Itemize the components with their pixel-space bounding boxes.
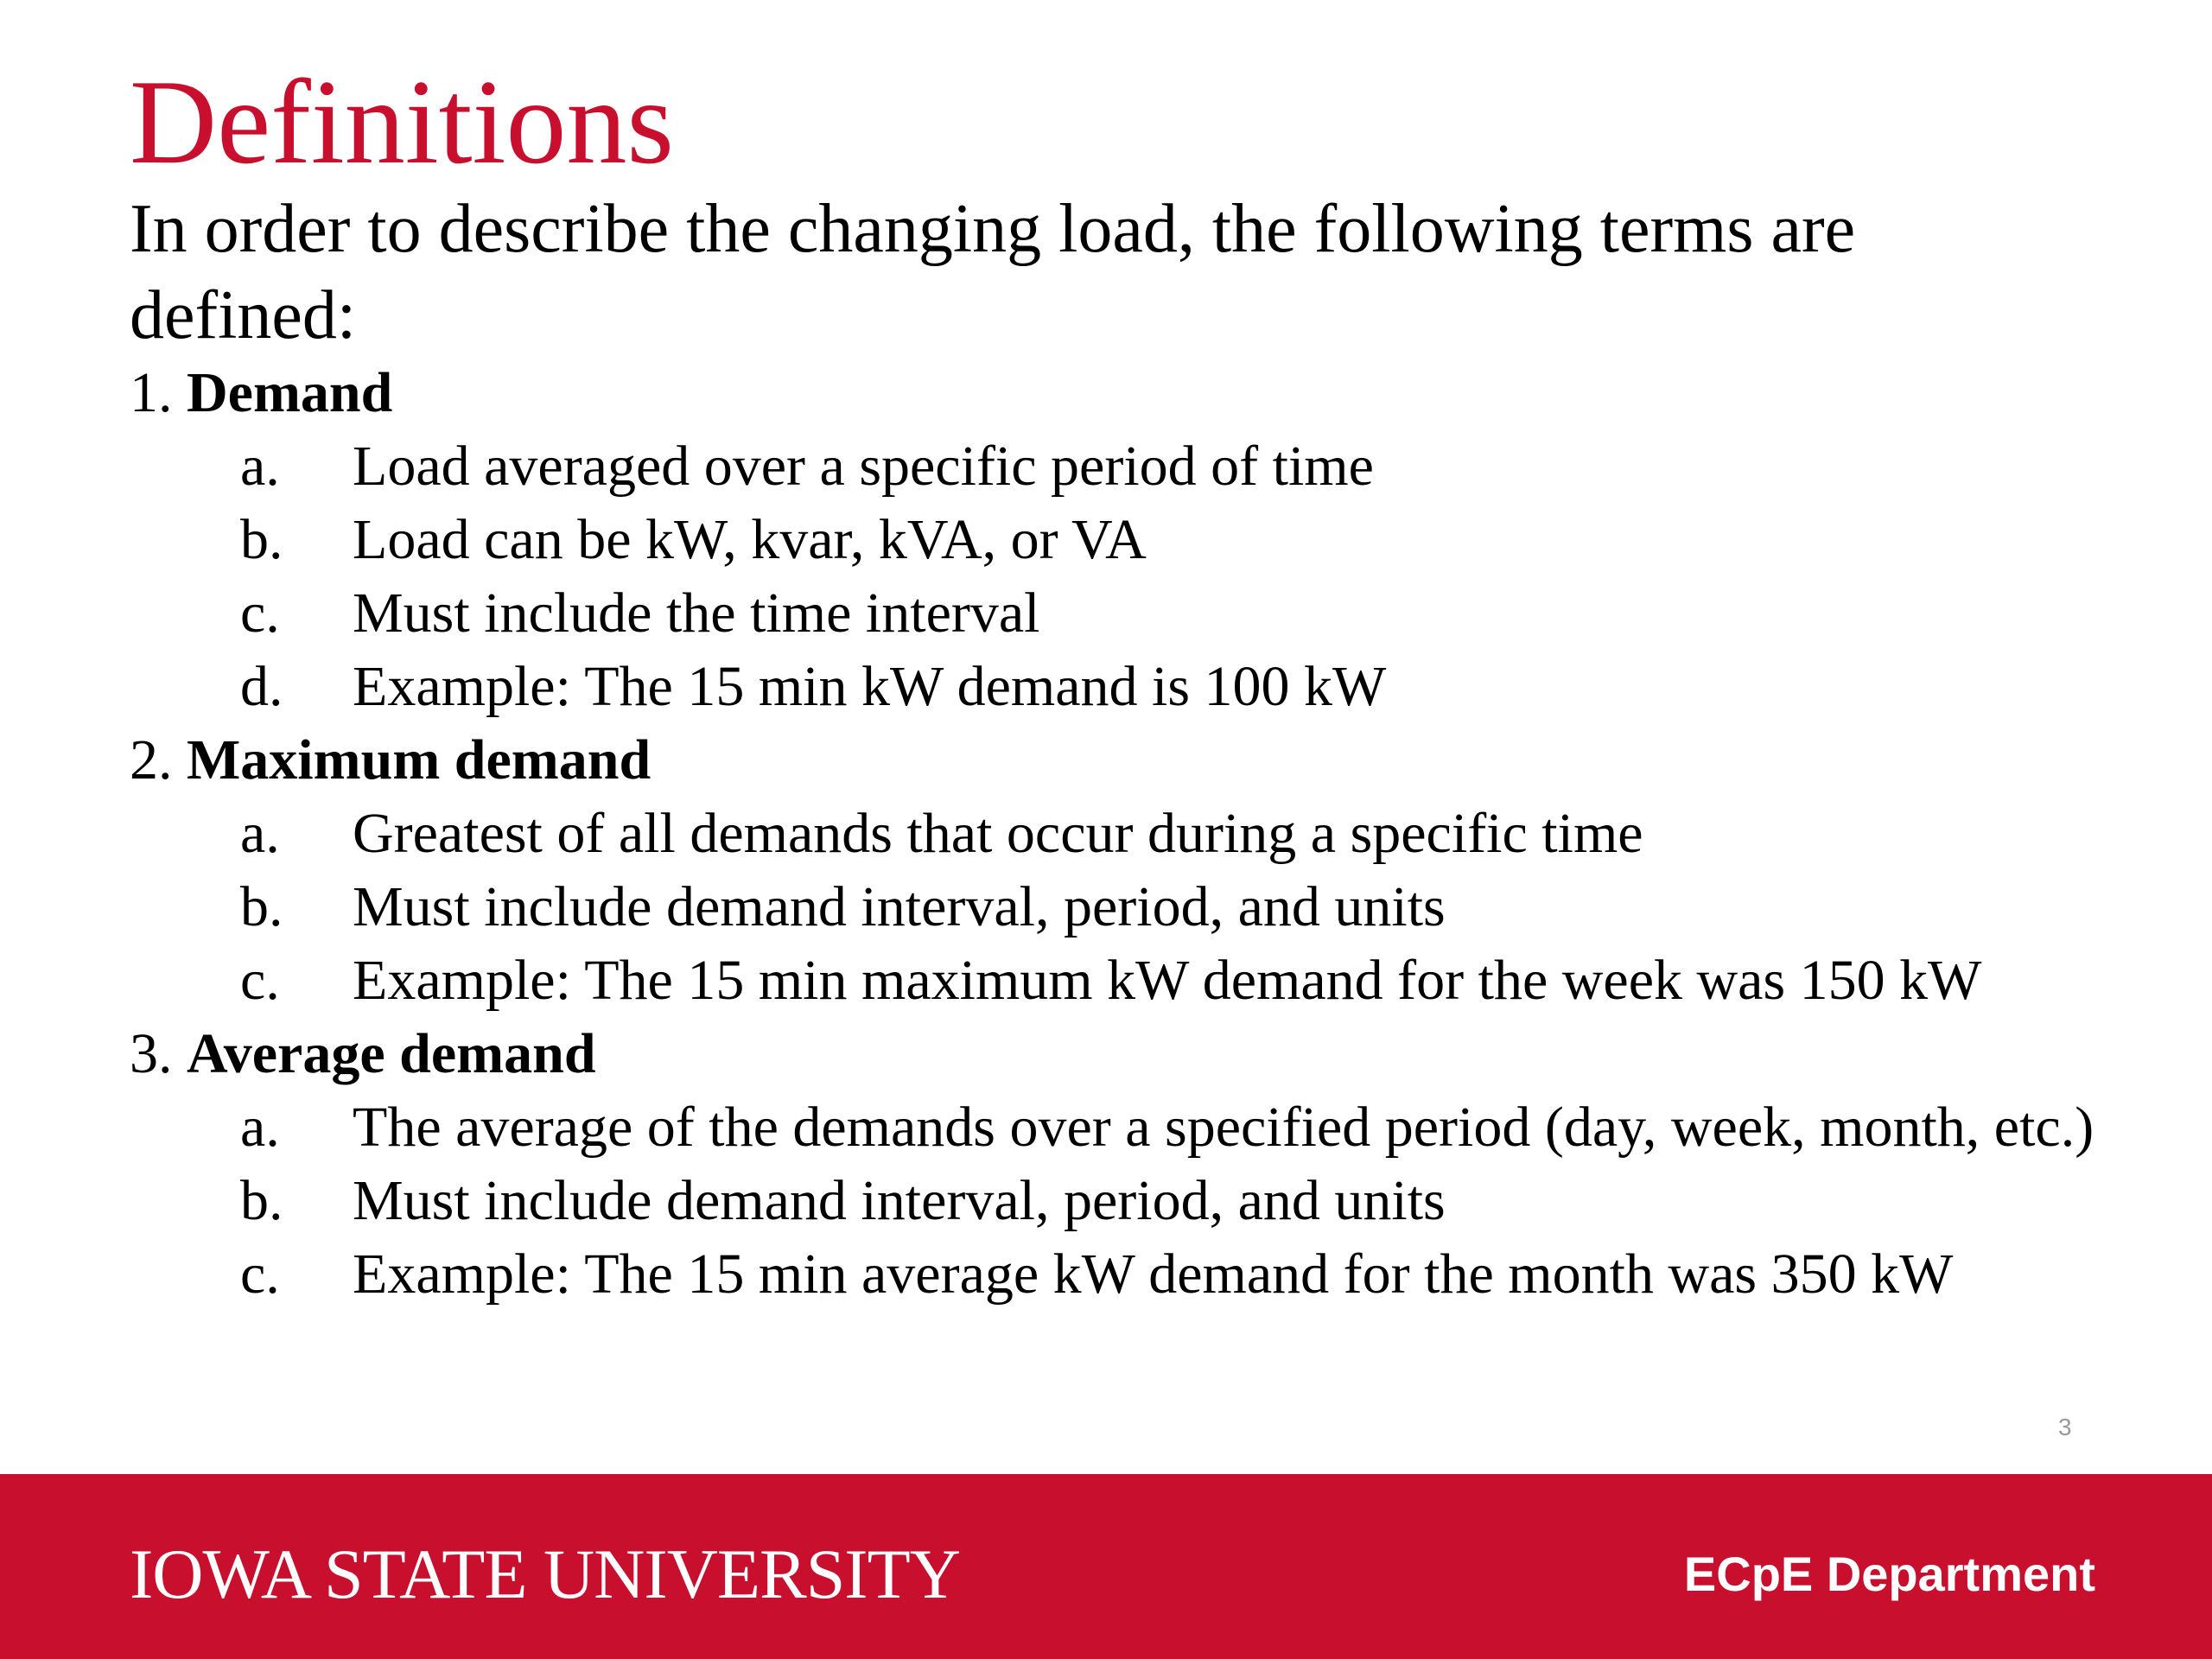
list-item <box>240 797 2117 870</box>
item-letter: c. <box>240 1243 280 1306</box>
footer-bar <box>0 1474 2212 1659</box>
section-heading <box>130 1017 2117 1090</box>
department-label: ECpE Department <box>1683 1547 2095 1601</box>
item-text: Load averaged over a specific period of time <box>353 435 1374 498</box>
list-item <box>240 944 2117 1017</box>
item-letter: a. <box>240 435 280 498</box>
item-text: Load can be kW, kvar, kVA, or VA <box>353 508 1147 571</box>
list-item <box>240 650 2117 723</box>
section-number: 1. <box>130 361 173 424</box>
item-text: Example: The 15 min kW demand is 100 kW <box>353 655 1387 718</box>
item-text: Must include the time interval <box>353 582 1040 645</box>
item-letter: d. <box>240 655 283 718</box>
list-item <box>240 429 2117 503</box>
university-logo: IOWA STATE UNIVERSITY <box>130 1535 960 1613</box>
item-text: The average of the demands over a specified period (day, week, month, etc.) <box>353 1096 2094 1159</box>
item-letter: a. <box>240 802 280 865</box>
section-term: Average demand <box>187 1022 596 1085</box>
item-letter: c. <box>240 582 280 645</box>
intro-text: In order to describe the changing load, the following terms are defined: <box>130 191 1856 353</box>
list-item <box>240 870 2117 944</box>
item-text: Example: The 15 min average kW demand for the month was 350 kW <box>353 1243 1954 1306</box>
list-item <box>240 1164 2117 1237</box>
section-heading <box>130 356 2117 429</box>
item-letter: c. <box>240 949 280 1012</box>
item-text: Greatest of all demands that occur during a specific time <box>353 802 1643 865</box>
slide-title: Definitions <box>130 55 674 189</box>
item-letter: b. <box>240 875 283 938</box>
list-item <box>240 576 2117 650</box>
definitions-list <box>130 356 2117 1311</box>
item-text: Example: The 15 min maximum kW demand for the week was 150 kW <box>353 949 1982 1012</box>
item-text: Must include demand interval, period, and units <box>353 1169 1446 1232</box>
section-number: 3. <box>130 1022 173 1085</box>
section-number: 2. <box>130 728 173 791</box>
list-item <box>240 1237 2117 1311</box>
section-term: Maximum demand <box>187 728 652 791</box>
section-heading <box>130 723 2117 797</box>
section-term: Demand <box>187 361 393 424</box>
item-letter: b. <box>240 1169 283 1232</box>
list-item <box>240 503 2117 576</box>
item-letter: b. <box>240 508 283 571</box>
item-letter: a. <box>240 1096 280 1159</box>
page-number: 3 <box>2058 1414 2072 1440</box>
list-item <box>240 1090 2117 1164</box>
item-text: Must include demand interval, period, and units <box>353 875 1446 938</box>
